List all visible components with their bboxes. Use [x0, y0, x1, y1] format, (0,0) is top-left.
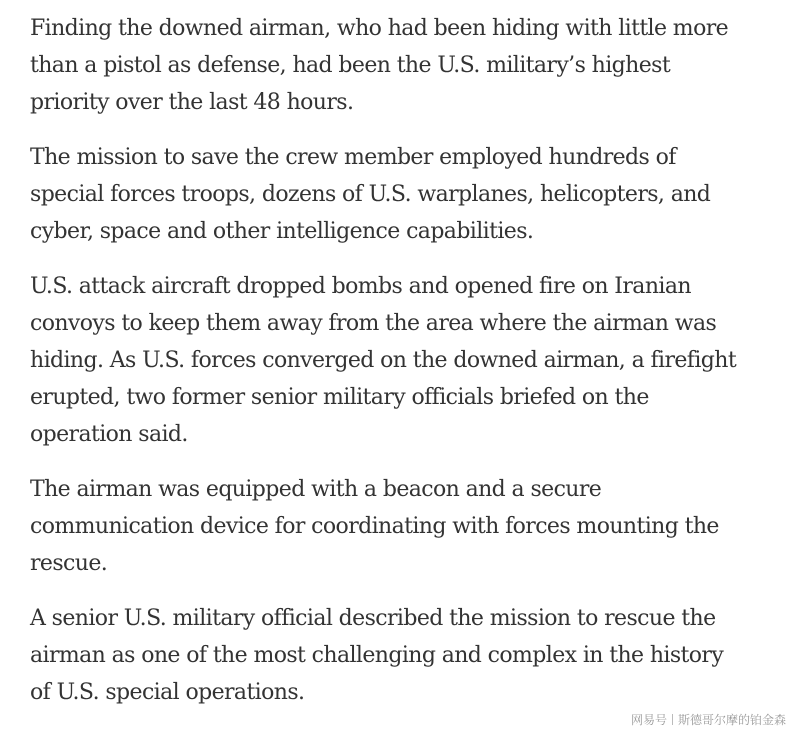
paragraph-1	[30, 10, 782, 121]
paragraph-line: convoys to keep them away from the area where the airman was	[30, 311, 717, 336]
watermark-divider	[672, 714, 673, 725]
paragraph-line: airman as one of the most challenging and complex in the history	[30, 643, 724, 668]
watermark-platform: 网易号	[630, 713, 667, 727]
paragraph-line: operation said.	[30, 422, 188, 447]
article-body	[30, 10, 782, 729]
paragraph-line: special forces troops, dozens of U.S. warplanes, helicopters, and	[30, 182, 711, 207]
paragraph-4	[30, 471, 782, 582]
paragraph-line: communication device for coordinating with forces mounting the	[30, 514, 719, 539]
paragraph-line: The mission to save the crew member employed hundreds of	[30, 145, 676, 170]
paragraph-line: hiding. As U.S. forces converged on the downed airman, a firefight	[30, 348, 737, 373]
paragraph-3	[30, 268, 782, 453]
paragraph-line: U.S. attack aircraft dropped bombs and opened fire on Iranian	[30, 274, 691, 299]
paragraph-line: than a pistol as defense, had been the U.S. military’s highest	[30, 53, 671, 78]
paragraph-line: priority over the last 48 hours.	[30, 90, 354, 115]
paragraph-line: The airman was equipped with a beacon and a secure	[30, 477, 602, 502]
paragraph-5	[30, 600, 782, 711]
watermark	[631, 711, 786, 728]
paragraph-line: erupted, two former senior military officials briefed on the	[30, 385, 649, 410]
paragraph-line: cyber, space and other intelligence capabilities.	[30, 219, 534, 244]
paragraph-line: Finding the downed airman, who had been hiding with little more	[30, 16, 729, 41]
paragraph-line: A senior U.S. military official described the mission to rescue the	[30, 606, 716, 631]
paragraph-line: rescue.	[30, 551, 108, 576]
paragraph-2	[30, 139, 782, 250]
paragraph-line: of U.S. special operations.	[30, 680, 305, 705]
watermark-author: 斯德哥尔摩的铂金森	[677, 713, 786, 727]
